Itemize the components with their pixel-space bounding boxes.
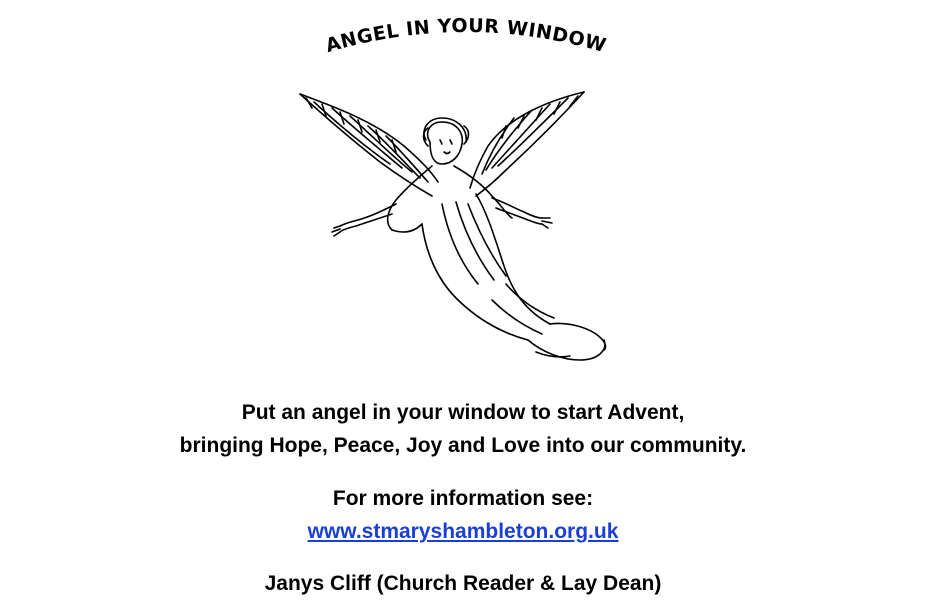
angel-robe [388, 166, 606, 360]
signature: Janys Cliff (Church Reader & Lay Dean) [264, 572, 662, 595]
info-label: For more information see: [332, 487, 594, 510]
angel-head [424, 118, 469, 164]
right-wing [470, 92, 584, 196]
page-title: ANGEL IN YOUR WINDOW [323, 14, 609, 58]
message-line-2: bringing Hope, Peace, Joy and Love into our community. [179, 434, 747, 457]
website-link-row [0, 515, 926, 548]
website-link[interactable]: www.stmaryshambleton.org.uk [307, 520, 619, 543]
angel-illustration [292, 84, 622, 370]
message-line-1: Put an angel in your window to start Advent, [241, 401, 685, 424]
left-wing [300, 94, 438, 196]
arched-title [300, 8, 630, 68]
